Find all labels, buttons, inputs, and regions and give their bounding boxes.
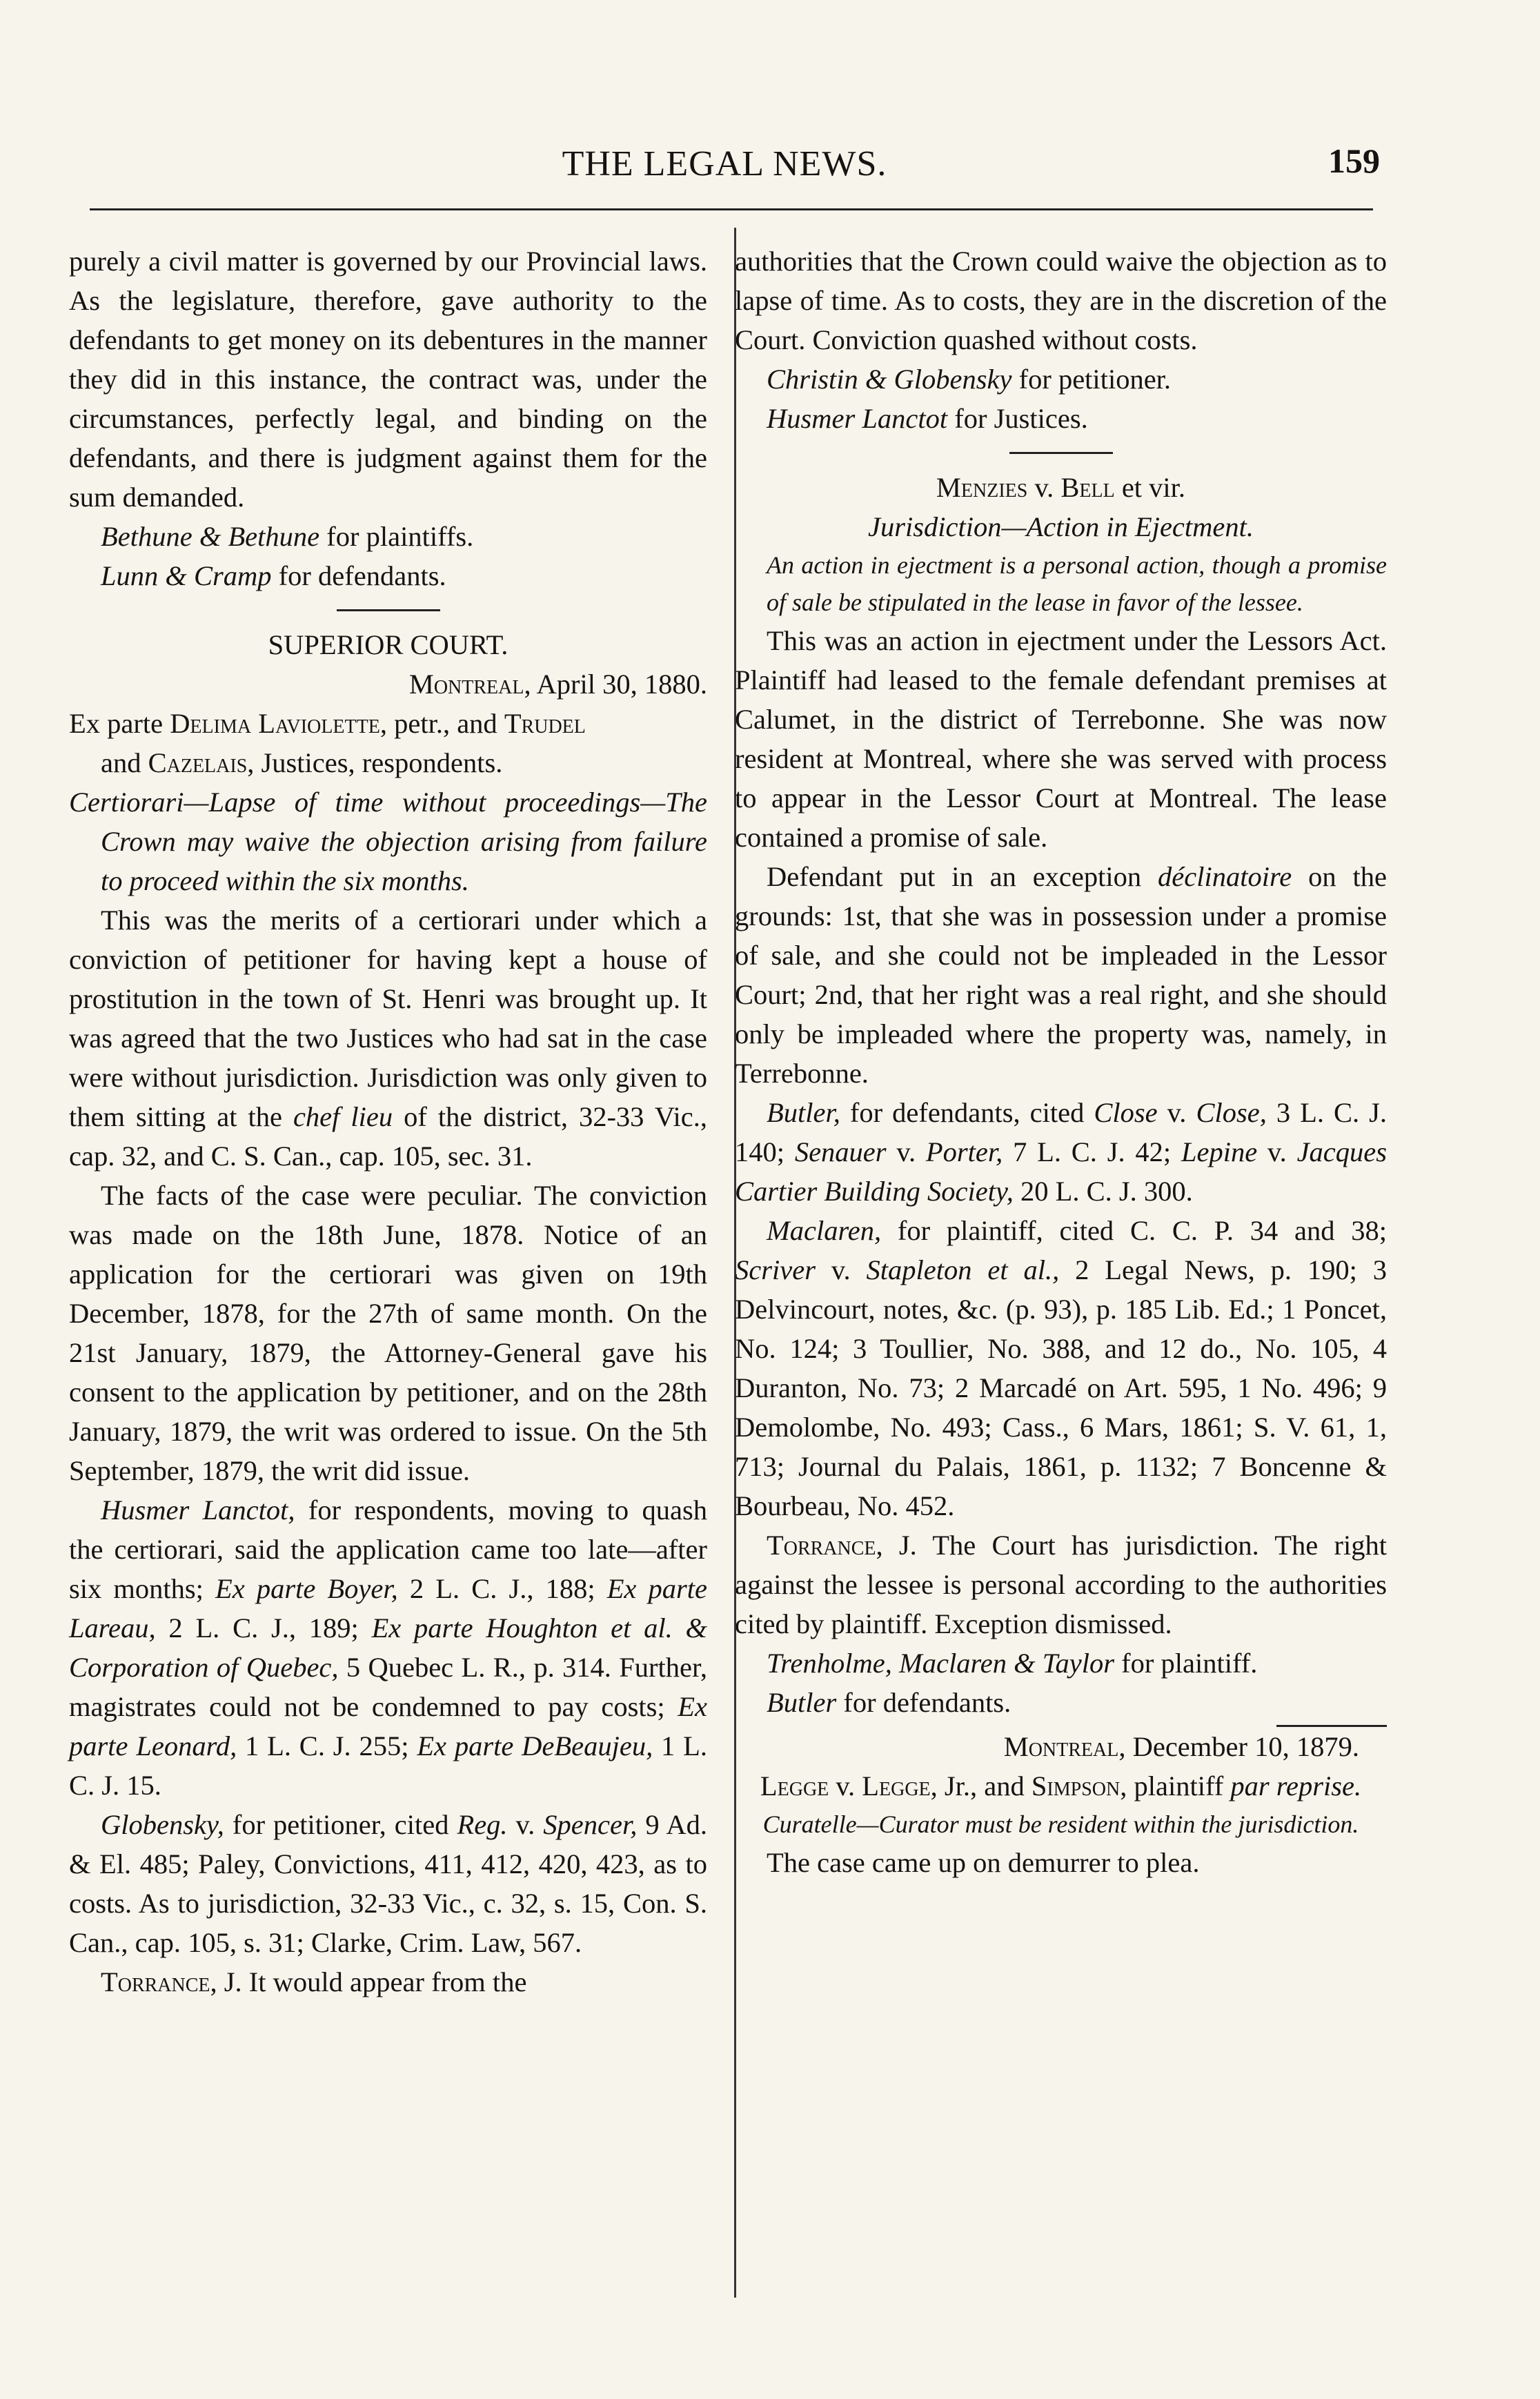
case-title (735, 1766, 1387, 1806)
counsel-name: Bethune & Bethune (101, 521, 320, 552)
case-title (735, 468, 1387, 507)
text-run: Defendant put in an exception (767, 861, 1158, 892)
case-title-part: Ex parte (69, 708, 170, 739)
counsel-name: Globensky, (101, 1809, 224, 1840)
counsel-name: Butler, (767, 1097, 840, 1128)
case-title-italic: par reprise. (1230, 1770, 1362, 1801)
text-run: 20 L. C. J. 300. (1013, 1176, 1193, 1207)
paragraph-plaintiff-citations (735, 1211, 1387, 1526)
page-number: 159 (1328, 141, 1380, 180)
case-title-part: et vir. (1114, 472, 1186, 503)
party-name: Simpson, (1031, 1770, 1127, 1801)
text-run: for respondents, moving to quash the certiorari, said the application came too late—after six months; (69, 1494, 707, 1604)
counsel-line-defendants (69, 556, 707, 595)
text-run-italic: chef lieu (293, 1101, 393, 1132)
citation: Spencer, (543, 1809, 638, 1840)
counsel-name: Christin & Globensky (767, 364, 1012, 395)
running-title: THE LEGAL NEWS. (562, 144, 887, 184)
paragraph-judgment (735, 1526, 1387, 1643)
header-rule (90, 208, 1373, 210)
text-run: 9 Ad. & El. 485; Paley, Convictions, 411, 412, 420, 423, as to costs. As to jurisdiction, 32-33 Vic., c. 32, s. 15, Con. S. Can., cap. 105, s. 31; Clarke, Crim. Law, 567. (69, 1809, 707, 1958)
paragraph-respondents (69, 1490, 707, 1805)
counsel-name: Lunn & Cramp (101, 560, 272, 591)
citation: Porter, (925, 1136, 1003, 1167)
dateline-date: April 30, 1880. (531, 669, 707, 700)
citation: Jacques Cartier Building Society, (735, 1136, 1388, 1207)
citation: Ex parte Lareau, (69, 1573, 707, 1643)
case-title-part: Justices, respondents. (254, 747, 503, 778)
citation: Close, (1196, 1097, 1267, 1128)
headnote: Curatelle—Curator must be resident within the jurisdiction. (762, 1810, 1359, 1838)
opening-paragraph: purely a civil matter is governed by our Provincial laws. As the legislature, therefore, gave authority to the defendants to get money on its debentures in the manner they did in this instance, the contract was, under the circumstances, perfectly legal, and binding on the defendants, and there is judgment against them for the sum demanded. (69, 246, 707, 513)
text-run: 1 L. C. J. 15. (69, 1730, 707, 1801)
headnote: Certiorari—Lapse of time without proceedings—The Crown may waive the objection arising from failure to proceed within the six months. (69, 787, 707, 896)
paragraph-facts: This was an action in ejectment under the Lessors Act. Plaintiff had leased to the female defendant premises at Calumet, in the district of Terrebonne. She was now resident at Montreal, where she was served with process to appear in the Lessor Court at Montreal. The lease contained a promise of sale. (735, 625, 1387, 853)
citation: Close (1094, 1097, 1158, 1128)
counsel-role: for petitioner. (1011, 364, 1172, 395)
citation: Lepine (1181, 1136, 1258, 1167)
case-title-part: plaintiff (1127, 1770, 1231, 1801)
text-run: for plaintiff, cited C. C. P. 34 and 38; (881, 1215, 1387, 1246)
party-name: Bell (1060, 472, 1115, 503)
text-run: v. (1257, 1136, 1297, 1167)
text-run: 2 L. C. J., 188; (397, 1573, 607, 1604)
counsel-name: Maclaren, (767, 1215, 882, 1246)
case-title (69, 704, 707, 782)
case-title-part: v. (1027, 472, 1061, 503)
citation: Scriver (735, 1254, 816, 1285)
counsel-line-plaintiffs (69, 517, 707, 556)
case-title-part: v. (829, 1770, 862, 1801)
text-run: This was the merits of a certiorari under which a conviction of petitioner for having kept a house of prostitution in the town of St. Henri was brought up. It was agreed that the two Justices who had sat in the case were without jurisdiction. Jurisdiction was only given to them sitting at the (69, 905, 707, 1132)
counsel-name: Trenholme, Maclaren & Taylor (767, 1648, 1114, 1679)
text-run: for defendants, cited (840, 1097, 1094, 1128)
text-run: J. It would appear from the (217, 1966, 527, 1997)
text-run: v. (1157, 1097, 1196, 1128)
dateline-place: Montreal, (408, 669, 531, 700)
section-rule (337, 609, 440, 611)
left-column (69, 241, 707, 2002)
right-column (735, 241, 1387, 1882)
dateline (69, 664, 707, 704)
counsel-role: for plaintiffs. (319, 521, 474, 552)
judge-name: Torrance, (767, 1530, 883, 1561)
text-run: 2 L. C. J., 189; (155, 1612, 372, 1643)
counsel-role: for defendants. (836, 1687, 1011, 1718)
party-name: Trudel (504, 708, 586, 739)
counsel-role: for defendants. (271, 560, 446, 591)
counsel-role: for Justices. (947, 403, 1088, 434)
text-run: v. (507, 1809, 544, 1840)
citation: Ex parte DeBeaujeu, (417, 1730, 653, 1761)
text-run: 5 Quebec L. R., p. 314. Further, magistrates could not be condemned to pay costs; (69, 1652, 707, 1722)
counsel-line-defendants (735, 1683, 1387, 1722)
text-run: 2 Legal News, p. 190; 3 Delvincourt, notes, &c. (p. 93), p. 185 Lib. Ed.; 1 Poncet, No. 124; 3 Toullier, No. 388, and 12 do., No. 105, 4 Duranton, No. 73; 2 Marcadé on Art. 595, 1 No. 496; 9 Demolombe, No. 493; Cass., 6 Mars, 1861; S. V. 61, 1, 713; Journal du Palais, 1861, p. 1132; 7 Boncenne & Bourbeau, No. 452. (735, 1254, 1387, 1521)
citation: Ex parte Boyer, (215, 1573, 398, 1604)
text-run: J. The Court has jurisdiction. The right against the lessee is personal according to the authorities cited by plaintiff. Exception dismissed. (735, 1530, 1387, 1639)
case-subject: Jurisdiction—Action in Ejectment. (867, 511, 1254, 542)
text-run: v. (815, 1254, 867, 1285)
paragraph-exception (735, 857, 1387, 1093)
case-title-part: petr., and (386, 708, 504, 739)
citation: Stapleton et al., (866, 1254, 1060, 1285)
paragraph-defendants-citations (735, 1093, 1387, 1211)
text-run: 3 L. C. J. 140; (735, 1097, 1388, 1167)
text-run: 1 L. C. J. 255; (237, 1730, 417, 1761)
counsel-name: Husmer Lanctot, (101, 1494, 295, 1526)
court-heading: SUPERIOR COURT. (268, 629, 509, 660)
party-name: Legge, (862, 1770, 938, 1801)
citation: Senauer (794, 1136, 887, 1167)
party-name: Menzies (936, 472, 1028, 503)
counsel-line-justices (735, 399, 1387, 438)
counsel-role: for plaintiff. (1114, 1648, 1258, 1679)
headnote: An action in ejectment is a personal action, though a promise of sale be stipulated in the lease in favor of the lessee. (767, 551, 1387, 616)
dateline-place: Montreal, (1003, 1731, 1126, 1762)
text-run: for petitioner, cited (224, 1809, 457, 1840)
dateline (735, 1727, 1387, 1766)
counsel-name: Butler (767, 1687, 837, 1718)
section-rule (1009, 452, 1113, 454)
case-title-part: and (101, 747, 148, 778)
text-run: on the grounds: 1st, that she was in possession under a promise of sale, and she could not be impleaded in the Lessor Court; 2nd, that her right was a real right, and she should only be impleaded where the property was, namely, in Terrebonne. (735, 861, 1387, 1089)
paragraph-judgment (69, 1962, 707, 2002)
judge-name: Torrance, (101, 1966, 217, 1997)
text-run-italic: déclinatoire (1158, 861, 1292, 892)
paragraph-petitioner (69, 1805, 707, 1962)
final-paragraph: The case came up on demurrer to plea. (767, 1847, 1200, 1878)
party-name: Delima Laviolette, (170, 708, 387, 739)
counsel-line-plaintiff (735, 1643, 1387, 1683)
case-title-part: Jr., and (937, 1770, 1031, 1801)
citation: Reg. (457, 1809, 508, 1840)
page-header (69, 138, 1380, 207)
party-name: Cazelais, (148, 747, 255, 778)
dateline-date: December 10, 1879. (1125, 1731, 1359, 1762)
text-run: of the district, 32-33 Vic., cap. 32, and C. S. Can., cap. 105, sec. 31. (69, 1101, 707, 1172)
citation: Ex parte Leonard, (69, 1691, 707, 1761)
paragraph-merits (69, 900, 707, 1176)
party-name: Legge (760, 1770, 829, 1801)
counsel-line-petitioner (735, 359, 1387, 399)
counsel-name: Husmer Lanctot (767, 403, 948, 434)
text-run: 7 L. C. J. 42; (1003, 1136, 1181, 1167)
paragraph-facts: The facts of the case were peculiar. The conviction was made on the 18th June, 1878. Notice of an application for the certiorari was given on 19th December, 1878, for the 27th of same month. On the 21st January, 1879, the Attorney-General gave his consent to the application by petitioner, and on the 28th January, 1879, the writ was ordered to issue. On the 5th September, 1879, the writ did issue. (69, 1180, 707, 1486)
citation: Ex parte Houghton et al. & Corporation of Quebec, (69, 1612, 708, 1683)
continuation-paragraph: authorities that the Crown could waive the objection as to lapse of time. As to costs, they are in the discretion of the Court. Conviction quashed without costs. (735, 246, 1387, 355)
text-run: v. (886, 1136, 926, 1167)
